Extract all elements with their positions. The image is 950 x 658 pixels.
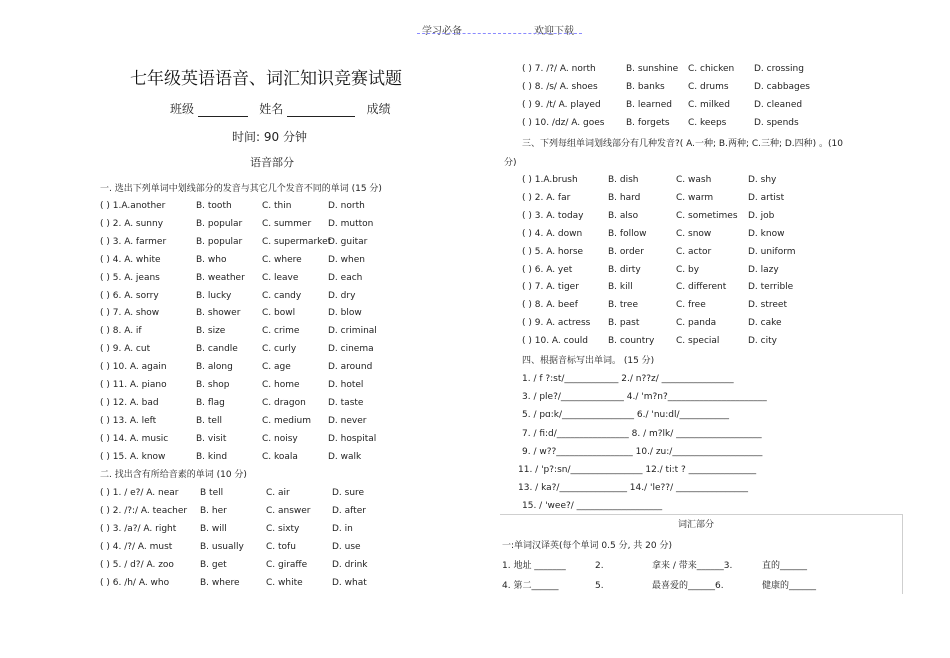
option-c: C. sixty	[266, 523, 300, 534]
question-row[interactable]	[522, 175, 776, 185]
option-c: C. air	[266, 488, 290, 498]
option-d: D. north	[328, 201, 365, 211]
name-label: 姓名	[259, 102, 284, 116]
option-c: C. thin	[262, 201, 292, 211]
option-b: B. dirty	[608, 264, 641, 275]
vocab-item[interactable]: 2.	[595, 561, 604, 571]
option-c: C. keeps	[688, 117, 727, 128]
option-d: D. mutton	[328, 218, 374, 229]
option-a: ( ) 3. /a?/ A. right	[100, 523, 177, 534]
question-row[interactable]	[522, 82, 810, 92]
phonetic-fill-row[interactable]: 7. / fi:d/________________ 8. / m?lk/ ___________________	[522, 428, 762, 439]
phonetic-fill-row[interactable]: 11. / 'p?:sn/________________ 12./ ti:t ? _______________	[518, 465, 757, 475]
vocab-section1-title: 一:单词汉译英(每个单词 0.5 分, 共 20 分)	[502, 541, 672, 551]
option-a: ( ) 2. /?:/ A. teacher	[100, 505, 188, 516]
option-b: B. past	[608, 318, 640, 329]
class-blank[interactable]	[198, 104, 248, 117]
option-d: D. artist	[748, 192, 785, 203]
option-d: D. when	[328, 254, 365, 265]
question-row[interactable]	[100, 308, 362, 318]
option-c: C. milked	[688, 99, 730, 110]
option-c: C. leave	[262, 272, 299, 283]
question-row[interactable]	[522, 118, 799, 128]
option-b: B. along	[196, 362, 233, 373]
option-d: D. in	[332, 523, 353, 534]
option-d: D. uniform	[748, 246, 796, 257]
option-d: D. cleaned	[754, 99, 803, 110]
option-c: C. drums	[688, 81, 729, 92]
option-a: ( ) 6. A. yet	[522, 264, 573, 275]
phonetic-fill-row[interactable]: 15. / 'wee?/ ___________________	[522, 501, 663, 512]
option-d: D. criminal	[328, 326, 377, 337]
vocab-item[interactable]: 最喜爱的______6.	[652, 581, 724, 591]
phonetic-fill-row[interactable]: 5. / pɑ:k/________________ 6./ 'nu:dl/___________	[522, 410, 730, 421]
option-b: B. weather	[196, 272, 245, 283]
question-row[interactable]	[100, 273, 362, 283]
option-a: ( ) 4. /?/ A. must	[100, 541, 173, 552]
option-a: ( ) 4. A. down	[522, 228, 583, 239]
question-row[interactable]	[100, 362, 372, 372]
option-b: B. who	[196, 254, 227, 265]
question-row[interactable]	[100, 506, 366, 516]
option-a: ( ) 3. A. today	[522, 210, 584, 221]
option-b: B. forgets	[626, 117, 670, 128]
name-blank[interactable]	[287, 104, 355, 117]
question-row[interactable]	[100, 291, 355, 301]
option-d: D. never	[328, 415, 367, 426]
phonetic-fill-row[interactable]: 13. / ka?/_______________ 14./ 'le??/ ________________	[518, 483, 748, 494]
option-a: ( ) 5. / d?/ A. zoo	[100, 559, 174, 570]
option-d: D. city	[748, 336, 777, 347]
option-b: B. flag	[196, 397, 225, 408]
option-a: ( ) 1. / e?/ A. near	[100, 488, 179, 498]
option-a: ( ) 13. A. left	[100, 415, 157, 426]
section1-title: 一. 选出下列单词中划线部分的发音与其它几个发音不同的单词 (15 分)	[100, 184, 382, 194]
option-d: D. use	[332, 541, 361, 552]
option-d: D. walk	[328, 451, 362, 462]
option-d: D. taste	[328, 397, 364, 408]
question-row[interactable]	[522, 229, 784, 239]
option-c: C. white	[266, 577, 303, 588]
option-a: ( ) 14. A. music	[100, 433, 169, 444]
option-b: B. hard	[608, 192, 641, 203]
option-b: B. dish	[608, 175, 639, 185]
option-d: D. dry	[328, 290, 356, 301]
option-a: ( ) 9. A. cut	[100, 344, 151, 355]
option-c: C. age	[262, 362, 291, 373]
question-row[interactable]	[100, 560, 367, 570]
option-d: D. cabbages	[754, 81, 810, 92]
option-a: ( ) 9. A. actress	[522, 318, 591, 329]
option-c: C. candy	[262, 290, 302, 301]
question-row[interactable]	[522, 247, 796, 257]
option-c: C. home	[262, 380, 300, 390]
option-d: D. around	[328, 362, 373, 373]
phonetic-fill-row[interactable]: 1. / f ?:st/____________ 2./ n??z/ ________________	[522, 374, 734, 384]
question-row[interactable]	[522, 336, 777, 346]
option-a: ( ) 6. A. sorry	[100, 290, 159, 301]
option-b: B. where	[200, 577, 240, 588]
option-b: B. popular	[196, 236, 243, 247]
question-row[interactable]	[100, 380, 363, 390]
question-row[interactable]	[522, 211, 774, 221]
option-d: D. crossing	[754, 64, 804, 74]
phonetic-fill-row[interactable]: 9. / w??_________________ 10./ zu:/____________________	[522, 446, 763, 457]
option-c: C. crime	[262, 326, 300, 337]
option-b: B. banks	[626, 81, 665, 92]
question-row[interactable]	[522, 318, 782, 328]
question-row[interactable]	[100, 488, 364, 498]
option-c: C. where	[262, 254, 302, 265]
exam-time: 时间: 90 分钟	[232, 130, 307, 144]
question-row[interactable]	[100, 326, 377, 336]
option-d: D. hospital	[328, 433, 377, 444]
option-c: C. special	[676, 336, 720, 347]
question-row[interactable]	[100, 344, 374, 354]
option-a: ( ) 12. A. bad	[100, 397, 159, 408]
option-a: ( ) 5. A. horse	[522, 246, 584, 257]
option-b: B. follow	[608, 228, 647, 239]
option-b: B. visit	[196, 433, 227, 444]
question-row[interactable]	[522, 282, 793, 292]
question-row[interactable]	[100, 542, 361, 552]
option-c: C. panda	[676, 318, 717, 329]
option-c: C. supermarket	[262, 236, 332, 247]
option-b: B. popular	[196, 218, 243, 229]
option-c: C. giraffe	[266, 559, 308, 570]
option-a: ( ) 11. A. piano	[100, 380, 167, 390]
option-b: B. tooth	[196, 201, 232, 211]
option-d: D. cinema	[328, 344, 374, 355]
vocab-part-title: 词汇部分	[678, 520, 715, 530]
option-c: C. chicken	[688, 64, 735, 74]
score-label: 成绩	[366, 102, 391, 116]
option-b: B. learned	[626, 99, 672, 110]
option-a: ( ) 4. A. white	[100, 254, 161, 265]
option-d: D. sure	[332, 488, 365, 498]
option-c: C. curly	[262, 344, 297, 355]
question-row[interactable]	[522, 193, 784, 203]
option-d: D. each	[328, 272, 363, 283]
option-c: C. summer	[262, 218, 312, 229]
option-a: ( ) 10. A. could	[522, 336, 589, 347]
option-c: C. answer	[266, 505, 311, 516]
question-row[interactable]	[100, 578, 367, 588]
vocab-item[interactable]: 1. 地址 _______	[502, 561, 566, 571]
option-d: D. drink	[332, 559, 368, 570]
phonetic-fill-row[interactable]: 3. / ple?/______________ 4./ 'm?n?______________________	[522, 392, 767, 403]
option-d: D. what	[332, 577, 367, 588]
option-a: ( ) 9. /t/ A. played	[522, 99, 601, 110]
question-row[interactable]	[100, 255, 365, 265]
option-c: C. noisy	[262, 433, 298, 444]
option-d: D. cake	[748, 318, 782, 329]
option-a: ( ) 15. A. know	[100, 451, 166, 462]
option-a: ( ) 3. A. farmer	[100, 236, 167, 247]
option-b: B. her	[200, 505, 227, 516]
option-b: B. size	[196, 326, 226, 337]
option-d: D. shy	[748, 175, 777, 185]
option-c: C. bowl	[262, 308, 296, 319]
option-d: D. after	[332, 505, 366, 516]
exam-title: 七年级英语语音、词汇知识竞赛试题	[130, 69, 402, 89]
option-a: ( ) 6. /h/ A. who	[100, 577, 170, 588]
option-c: C. tofu	[266, 541, 296, 552]
vocab-box-top	[500, 514, 902, 515]
phonetics-part-title: 语音部分	[250, 156, 294, 169]
option-a: ( ) 8. A. if	[100, 326, 142, 337]
option-a: ( ) 10. /dz/ A. goes	[522, 117, 605, 128]
option-d: D. hotel	[328, 380, 364, 390]
option-c: C. actor	[676, 246, 712, 257]
question-row[interactable]	[522, 300, 787, 310]
option-c: C. wash	[676, 175, 712, 185]
option-a: ( ) 1.A.another	[100, 201, 166, 211]
option-a: ( ) 1.A.brush	[522, 175, 578, 185]
page-header	[422, 22, 574, 37]
option-b: B. shop	[196, 380, 230, 390]
option-c: C. koala	[262, 451, 298, 462]
option-b: B. get	[200, 559, 227, 570]
option-d: D. spends	[754, 117, 799, 128]
option-c: C. warm	[676, 192, 714, 203]
option-b: B tell	[200, 488, 224, 498]
option-b: B. shower	[196, 308, 241, 319]
option-b: B. also	[608, 210, 639, 221]
option-a: ( ) 7. A. tiger	[522, 282, 579, 293]
option-b: B. usually	[200, 541, 244, 552]
question-row[interactable]	[100, 219, 373, 229]
option-c: C. medium	[262, 415, 311, 426]
student-info-row	[170, 100, 391, 117]
option-c: C. snow	[676, 228, 712, 239]
question-row[interactable]	[522, 265, 779, 275]
question-row[interactable]	[100, 452, 361, 462]
option-a: ( ) 5. A. jeans	[100, 272, 160, 283]
option-b: B. candle	[196, 344, 238, 355]
option-a: ( ) 10. A. again	[100, 362, 167, 373]
option-b: B. tell	[196, 415, 222, 426]
option-c: C. free	[676, 300, 706, 311]
section4-title: 四、根据音标写出单词。 (15 分)	[522, 356, 655, 366]
vocab-item[interactable]: 健康的______	[762, 581, 817, 591]
vocab-item[interactable]: 5.	[595, 581, 604, 591]
option-b: B. kill	[608, 282, 633, 293]
question-row[interactable]	[522, 100, 802, 110]
option-d: D. lazy	[748, 264, 779, 275]
question-row[interactable]	[100, 524, 353, 534]
option-c: C. by	[676, 264, 700, 275]
option-b: B. kind	[196, 451, 228, 462]
question-row[interactable]	[100, 201, 365, 211]
question-row[interactable]	[100, 237, 367, 247]
option-a: ( ) 2. A. far	[522, 192, 571, 203]
question-row[interactable]	[100, 398, 363, 408]
option-c: C. different	[676, 282, 727, 293]
option-d: D. job	[748, 210, 775, 221]
option-b: B. country	[608, 336, 655, 347]
question-row[interactable]	[100, 416, 366, 426]
section3-title-cont: 分)	[504, 158, 517, 168]
option-b: B. sunshine	[626, 64, 679, 74]
option-d: D. terrible	[748, 282, 794, 293]
section2-title: 二. 找出含有所给音素的单词 (10 分)	[100, 470, 247, 480]
option-b: B. lucky	[196, 290, 232, 301]
option-a: ( ) 7. /?/ A. north	[522, 64, 596, 74]
option-c: C. dragon	[262, 397, 306, 408]
option-d: D. street	[748, 300, 787, 311]
option-a: ( ) 8. A. beef	[522, 300, 578, 311]
option-d: D. guitar	[328, 236, 368, 247]
question-row[interactable]	[522, 64, 804, 74]
header-left: 学习必备	[422, 26, 462, 37]
option-b: B. will	[200, 523, 227, 534]
option-b: B. order	[608, 246, 644, 257]
header-divider	[417, 33, 582, 34]
option-d: D. blow	[328, 308, 362, 319]
option-a: ( ) 8. /s/ A. shoes	[522, 81, 598, 92]
option-b: B. tree	[608, 300, 639, 311]
vocab-item[interactable]: 4. 第二______	[502, 581, 559, 591]
section3-title: 三、下列每组单词划线部分有几种发音?( A.一种; B.两种; C.三种; D.四种) 。(10	[522, 139, 843, 149]
vocab-row-2	[502, 578, 816, 591]
question-row[interactable]	[100, 434, 376, 444]
vocab-item[interactable]: 拿来 / 带来______3.	[652, 561, 733, 571]
option-c: C. sometimes	[676, 210, 738, 221]
option-a: ( ) 2. A. sunny	[100, 218, 164, 229]
option-d: D. know	[748, 228, 785, 239]
option-a: ( ) 7. A. show	[100, 308, 160, 319]
vocab-box-right	[902, 514, 903, 594]
vocab-row-1	[502, 558, 807, 571]
vocab-item[interactable]: 直的______	[762, 561, 808, 571]
header-right: 欢迎下载	[534, 26, 574, 37]
class-label: 班级	[170, 102, 195, 116]
